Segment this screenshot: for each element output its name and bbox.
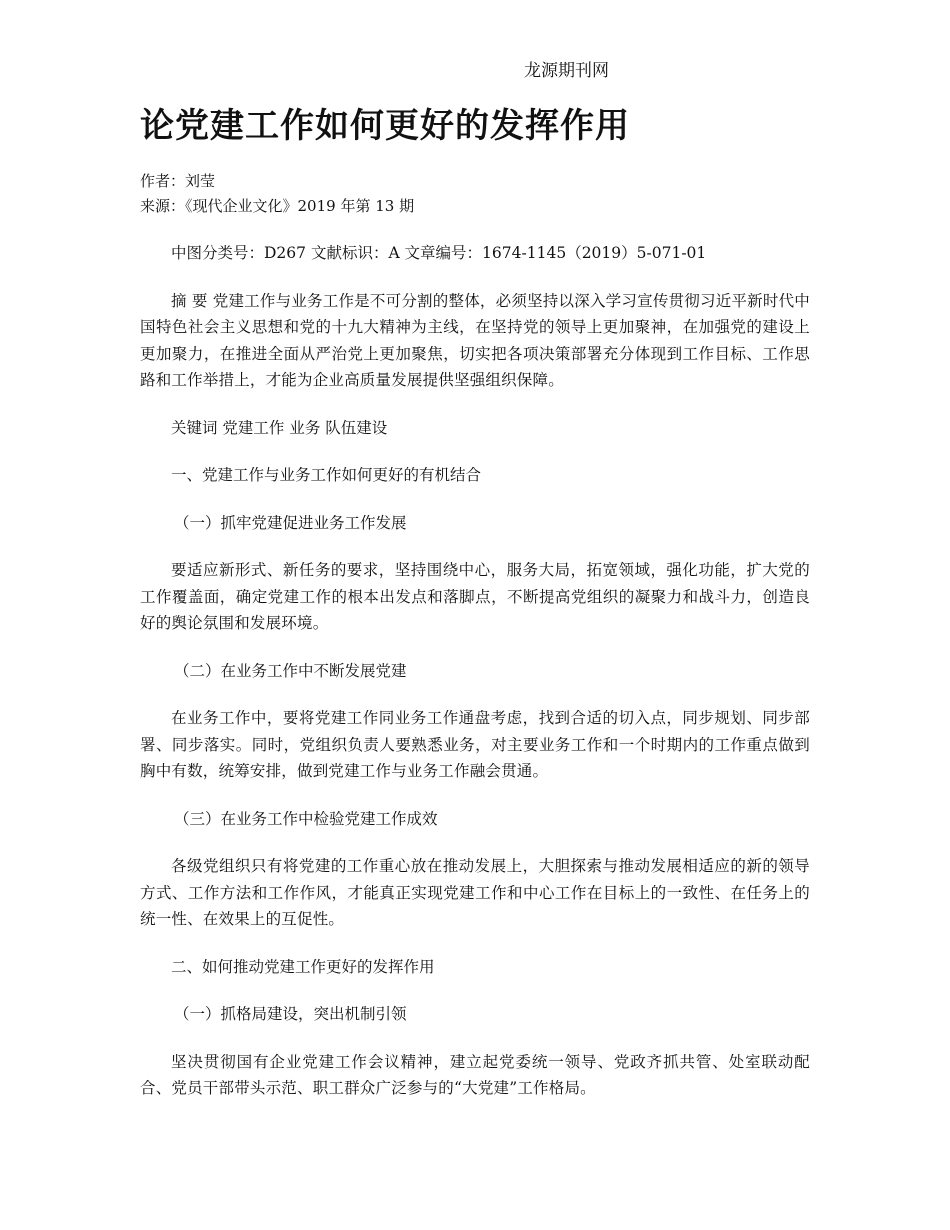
section-2-1-text: 坚决贯彻国有企业党建工作会议精神，建立起党委统一领导、党政齐抓共管、处室联动配合、党员干部带头示范、职工群众广泛参与的“大党建”工作格局。: [140, 1052, 810, 1097]
section-1-heading: 一、党建工作与业务工作如何更好的有机结合: [171, 466, 482, 484]
section-1-1-text: 要适应新形式、新任务的要求，坚持围绕中心，服务大局，拓宽领域，强化功能，扩大党的工作覆盖面，确定党建工作的根本出发点和落脚点，不断提高党组织的凝聚力和战斗力，创造良好的舆论氛围和发展环境。: [140, 561, 810, 632]
section-2-heading: 二、如何推动党建工作更好的发挥作用: [171, 957, 435, 976]
author-line: 作者：刘莹: [140, 172, 216, 190]
article-title: 论党建工作如何更好的发挥作用: [140, 106, 630, 146]
section-1-3-text: 各级党组织只有将党建的工作重心放在推动发展上，大胆探索与推动发展相适应的新的领导方式、工作方法和工作作风，才能真正实现党建工作和中心工作在目标上的一致性、在任务上的统一性、在效果上的互促性。: [140, 857, 810, 928]
site-name: 龙源期刊网: [524, 61, 609, 81]
section-2-1-heading: （一）抓格局建设，突出机制引领: [174, 1005, 407, 1023]
source-line: 来源：《现代企业文化》2019 年第 13 期: [140, 197, 415, 215]
abstract: 摘 要 党建工作与业务工作是不可分割的整体，必须坚持以深入学习宣传贯彻习近平新时代中国特色社会主义思想和党的十九大精神为主线，在坚持党的领导上更加聚神，在加强党的建设上更加聚力，在推进全面从严治党上更加聚焦，切实把各项决策部署充分体现到工作目标、工作思路和工作举措上，才能为企业高质量发展提供坚强组织保障。: [140, 291, 810, 389]
article-body: [140, 240, 810, 1102]
classification-line: 中图分类号：D267 文献标识：A 文章编号：1674-1145（2019）5-071-01: [171, 244, 707, 262]
section-1-1-heading: （一）抓牢党建促进业务工作发展: [174, 513, 407, 532]
keywords: 关键词 党建工作 业务 队伍建设: [171, 418, 388, 437]
section-1-2-heading: （二）在业务工作中不断发展党建: [174, 661, 407, 680]
section-1-3-heading: （三）在业务工作中检验党建工作成效: [174, 809, 438, 828]
section-1-2-text: 在业务工作中，要将党建工作同业务工作通盘考虑，找到合适的切入点，同步规划、同步部署、同步落实。同时，党组织负责人要熟悉业务，对主要业务工作和一个时期内的工作重点做到胸中有数，统筹安排，做到党建工作与业务工作融会贯通。: [140, 709, 810, 780]
